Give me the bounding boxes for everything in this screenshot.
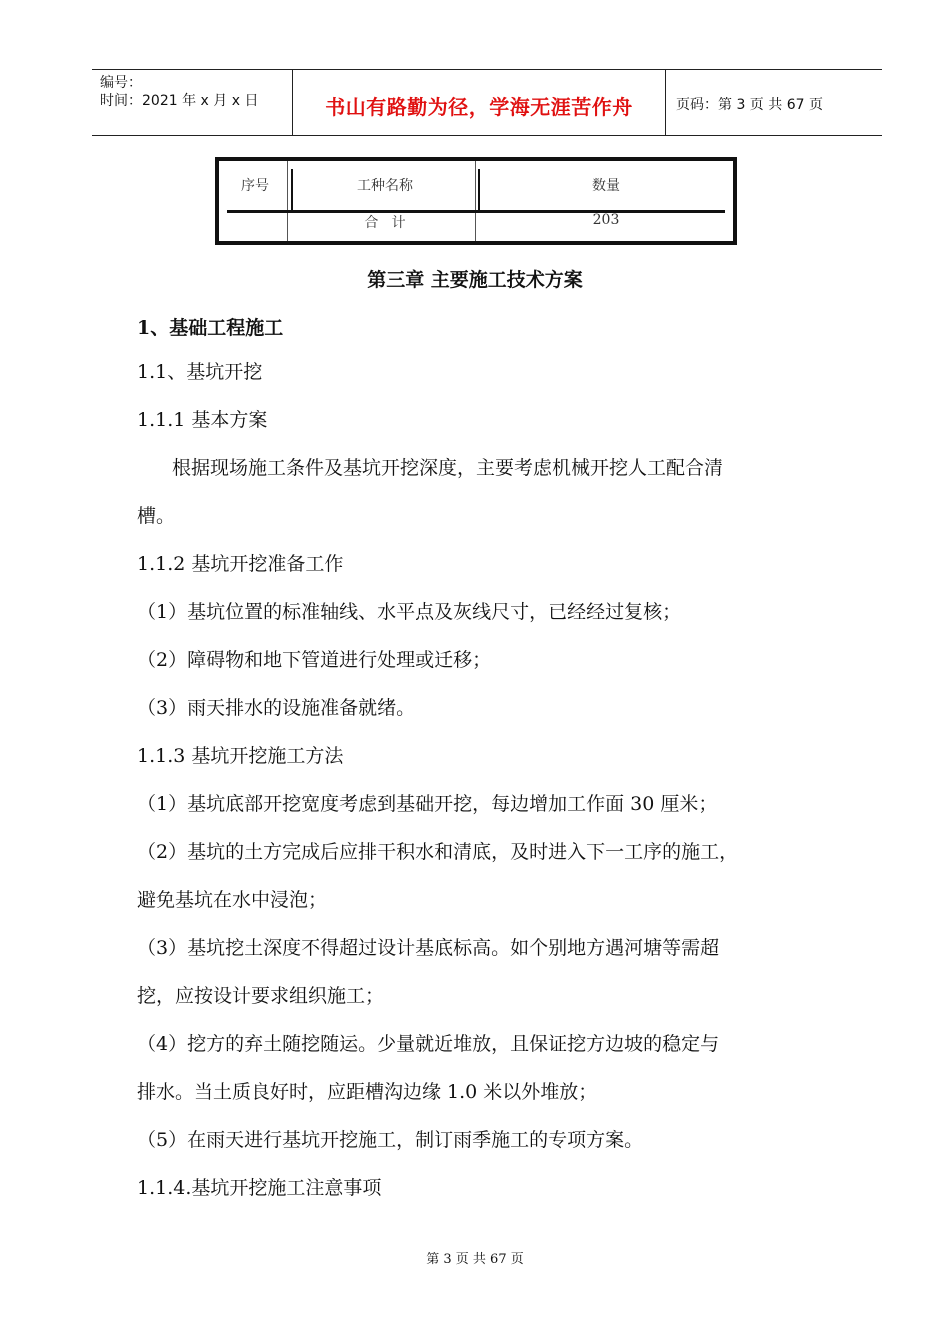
code-label: 编号： [100,75,142,91]
list-item: （1）基坑底部开挖宽度考虑到基础开挖，每边增加工作面 30 厘米； [137,793,718,815]
table-header-index: 序号 [241,178,269,194]
header-motto: 书山有路勤为径，学海无涯苦作舟 [325,95,633,119]
line-1-1-3: 1.1.3 基坑开挖施工方法 [137,745,344,767]
page-info: 页码：第 3 页 共 67 页 [676,97,823,113]
paragraph-line: 根据现场施工条件及基坑开挖深度，主要考虑机械开挖人工配合清 [172,457,724,479]
list-item: （2）障碍物和地下管道进行处理或迁移； [137,649,492,671]
list-item-continued: 排水。当土质良好时，应距槽沟边缘 1.0 米以外堆放； [137,1081,598,1103]
list-item-continued: 避免基坑在水中浸泡； [137,889,328,911]
header-bottom-rule [92,135,882,136]
line-1-1: 1.1、基坑开挖 [137,361,263,383]
list-item: （1）基坑位置的标准轴线、水平点及灰线尺寸，已经经过复核； [137,601,682,623]
line-1-1-4: 1.1.4.基坑开挖施工注意事项 [137,1177,382,1199]
table-header-quantity: 数量 [592,178,620,194]
header-divider-right [665,69,666,136]
paragraph-line: 槽。 [137,505,176,527]
line-1-1-1: 1.1.1 基本方案 [137,409,268,431]
header-top-rule [92,69,882,70]
workforce-table [215,157,737,245]
table-header-trade: 工种名称 [357,178,413,194]
list-item: （5）在雨天进行基坑开挖施工，制订雨季施工的专项方案。 [137,1129,644,1151]
page-footer: 第 3 页 共 67 页 [426,1252,524,1267]
list-item: （4）挖方的弃土随挖随运。少量就近堆放，且保证挖方边坡的稳定与 [137,1033,720,1055]
table-total-label: 合 计 [364,215,406,231]
list-item: （3）雨天排水的设施准备就绪。 [137,697,416,719]
chapter-title: 第三章 主要施工技术方案 [367,269,583,291]
table-col-divider [287,161,288,241]
table-total-value: 203 [592,212,620,228]
list-item: （3）基坑挖土深度不得超过设计基底标高。如个别地方遇河塘等需超 [137,937,720,959]
section-title: 1、基础工程施工 [137,317,284,339]
list-item-continued: 挖，应按设计要求组织施工； [137,985,385,1007]
time-label: 时间：2021 年 x 月 x 日 [100,93,259,109]
list-item: （2）基坑的土方完成后应排干积水和清底，及时进入下一工序的施工， [137,841,739,863]
line-1-1-2: 1.1.2 基坑开挖准备工作 [137,553,344,575]
